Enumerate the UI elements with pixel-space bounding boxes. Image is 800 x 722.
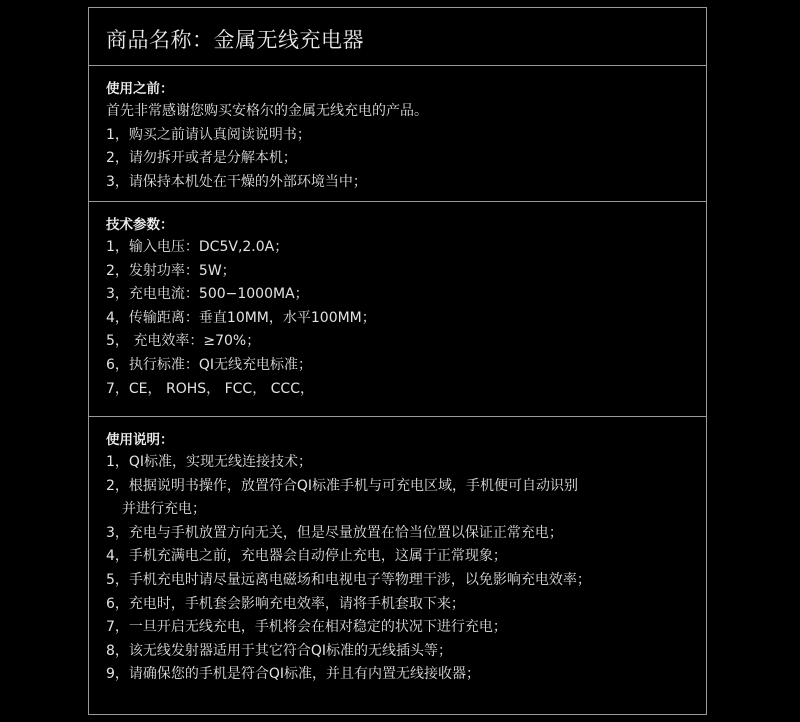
usage-line: 1，QI标准，实现无线连接技术；	[106, 454, 313, 470]
before-use-section	[89, 66, 706, 202]
specs-heading: 技术参数：	[106, 217, 174, 233]
before-use-line: 2，请勿拆开或者是分解本机；	[106, 150, 297, 167]
usage-heading: 使用说明：	[106, 432, 174, 448]
usage-line-continuation: 并进行充电；	[122, 501, 206, 518]
spec-line: 1，输入电压：DC5V,2.0A；	[106, 239, 289, 255]
usage-line: 2，根据说明书操作，放置符合QI标准手机与可充电区域，手机便可自动识别	[106, 477, 579, 494]
spec-line: 2，发射功率：5W；	[106, 262, 236, 279]
before-use-line: 首先非常感谢您购买安格尔的金属无线充电的产品。	[106, 103, 428, 119]
spec-line: 4，传输距离：垂直10MM，水平100MM；	[106, 309, 376, 326]
usage-line: 5，手机充电时请尽量远离电磁场和电视电子等物理干涉，以免影响充电效率；	[106, 571, 591, 588]
usage-line: 3，充电与手机放置方向无关，但是尽量放置在恰当位置以保证正常充电；	[106, 524, 563, 541]
usage-section	[89, 417, 706, 714]
title-row	[89, 8, 706, 66]
spec-line: 5， 充电效率：≥70%；	[106, 333, 261, 350]
usage-line: 9，请确保您的手机是符合QI标准，并且有内置无线接收器；	[106, 666, 481, 683]
product-title: 商品名称：金属无线充电器	[106, 28, 364, 52]
before-use-heading: 使用之前：	[106, 81, 174, 97]
specs-section	[89, 202, 706, 417]
usage-line: 7，一旦开启无线充电，手机将会在相对稳定的状况下进行充电；	[106, 619, 507, 636]
spec-line: 7，CE， ROHS， FCC， CCC，	[106, 380, 314, 397]
before-use-line: 3，请保持本机处在干燥的外部环境当中；	[106, 173, 367, 190]
product-info-sheet	[88, 7, 707, 715]
usage-line: 6，充电时，手机套会影响充电效率，请将手机套取下来；	[106, 595, 465, 612]
spec-line: 6，执行标准：QI无线充电标准；	[106, 356, 313, 373]
before-use-line: 1，购买之前请认真阅读说明书；	[106, 126, 311, 143]
spec-line: 3，充电电流：500−1000MA；	[106, 286, 309, 303]
usage-line: 4，手机充满电之前，充电器会自动停止充电，这属于正常现象；	[106, 548, 507, 565]
usage-line: 8，该无线发射器适用于其它符合QI标准的无线插头等；	[106, 642, 453, 659]
